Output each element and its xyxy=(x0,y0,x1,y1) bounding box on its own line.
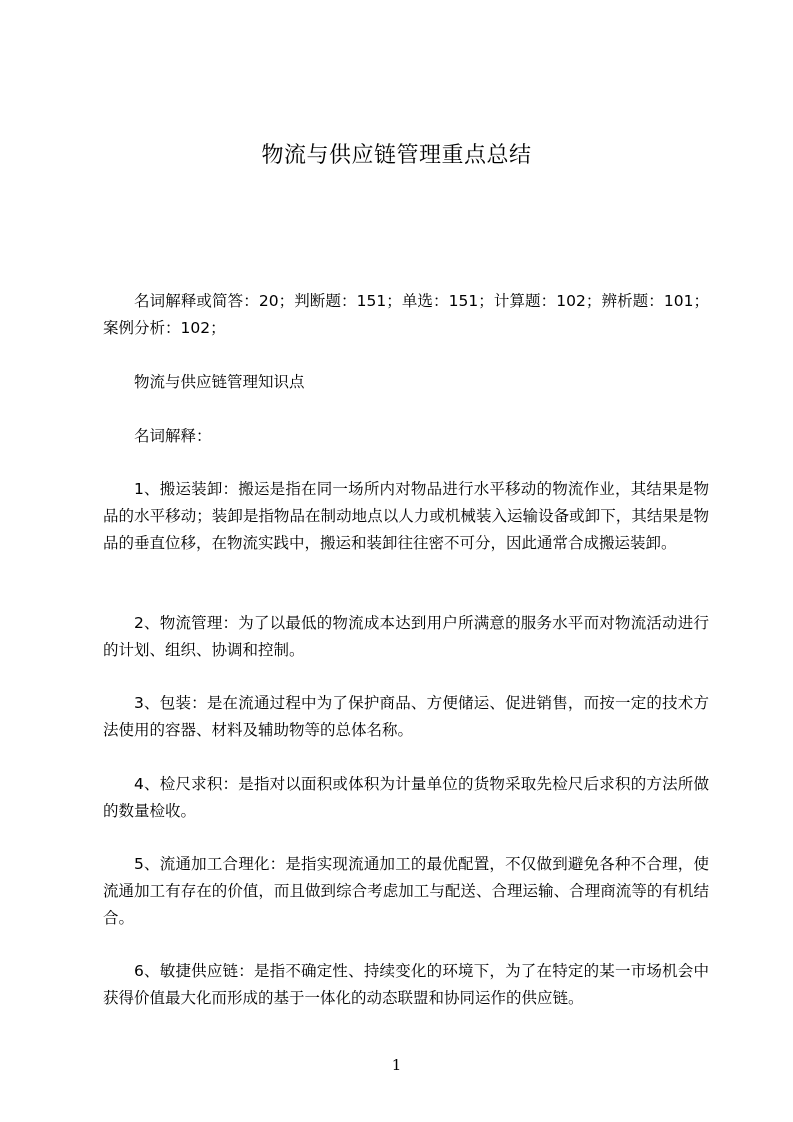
section-heading: 物流与供应链管理知识点 xyxy=(134,373,305,391)
exam-distribution-text: 名词解释或简答：20；判断题：151；单选：151；计算题：102；辨析题：101；案例分析：102； xyxy=(103,292,709,337)
term-item-processing-rationalization: 5、流通加工合理化：是指实现流通加工的最优配置，不仅做到避免各种不合理，使流通加工有存在的价值，而且做到综合考虑加工与配送、合理运输、合理商流等的有机结合。 xyxy=(103,855,709,927)
terms-heading: 名词解释： xyxy=(134,427,212,445)
term-item-handling: 1、搬运装卸：搬运是指在同一场所内对物品进行水平移动的物流作业，其结果是物品的水平移动；装卸是指物品在制动地点以人力或机械装入运输设备或卸下，其结果是物品的垂直位移，在物流实践中，搬运和装卸往往密不可分，因此通常合成搬运装卸。 xyxy=(103,480,709,552)
term-item-packaging: 3、包装：是在流通过程中为了保护商品、方便储运、促进销售，而按一定的技术方法使用的容器、材料及辅助物等的总体名称。 xyxy=(103,694,709,739)
document-title: 物流与供应链管理重点总结 xyxy=(261,143,532,168)
term-item-logistics-management: 2、物流管理：为了以最低的物流成本达到用户所满意的服务水平而对物流活动进行的计划、组织、协调和控制。 xyxy=(103,614,709,659)
page-number: 1 xyxy=(391,1056,402,1074)
term-item-agile-supply-chain: 6、敏捷供应链：是指不确定性、持续变化的环境下，为了在特定的某一市场机会中获得价值最大化而形成的基于一体化的动态联盟和协同运作的供应链。 xyxy=(103,962,709,1007)
term-item-measurement: 4、检尺求积：是指对以面积或体积为计量单位的货物采取先检尺后求积的方法所做的数量检收。 xyxy=(103,775,709,820)
